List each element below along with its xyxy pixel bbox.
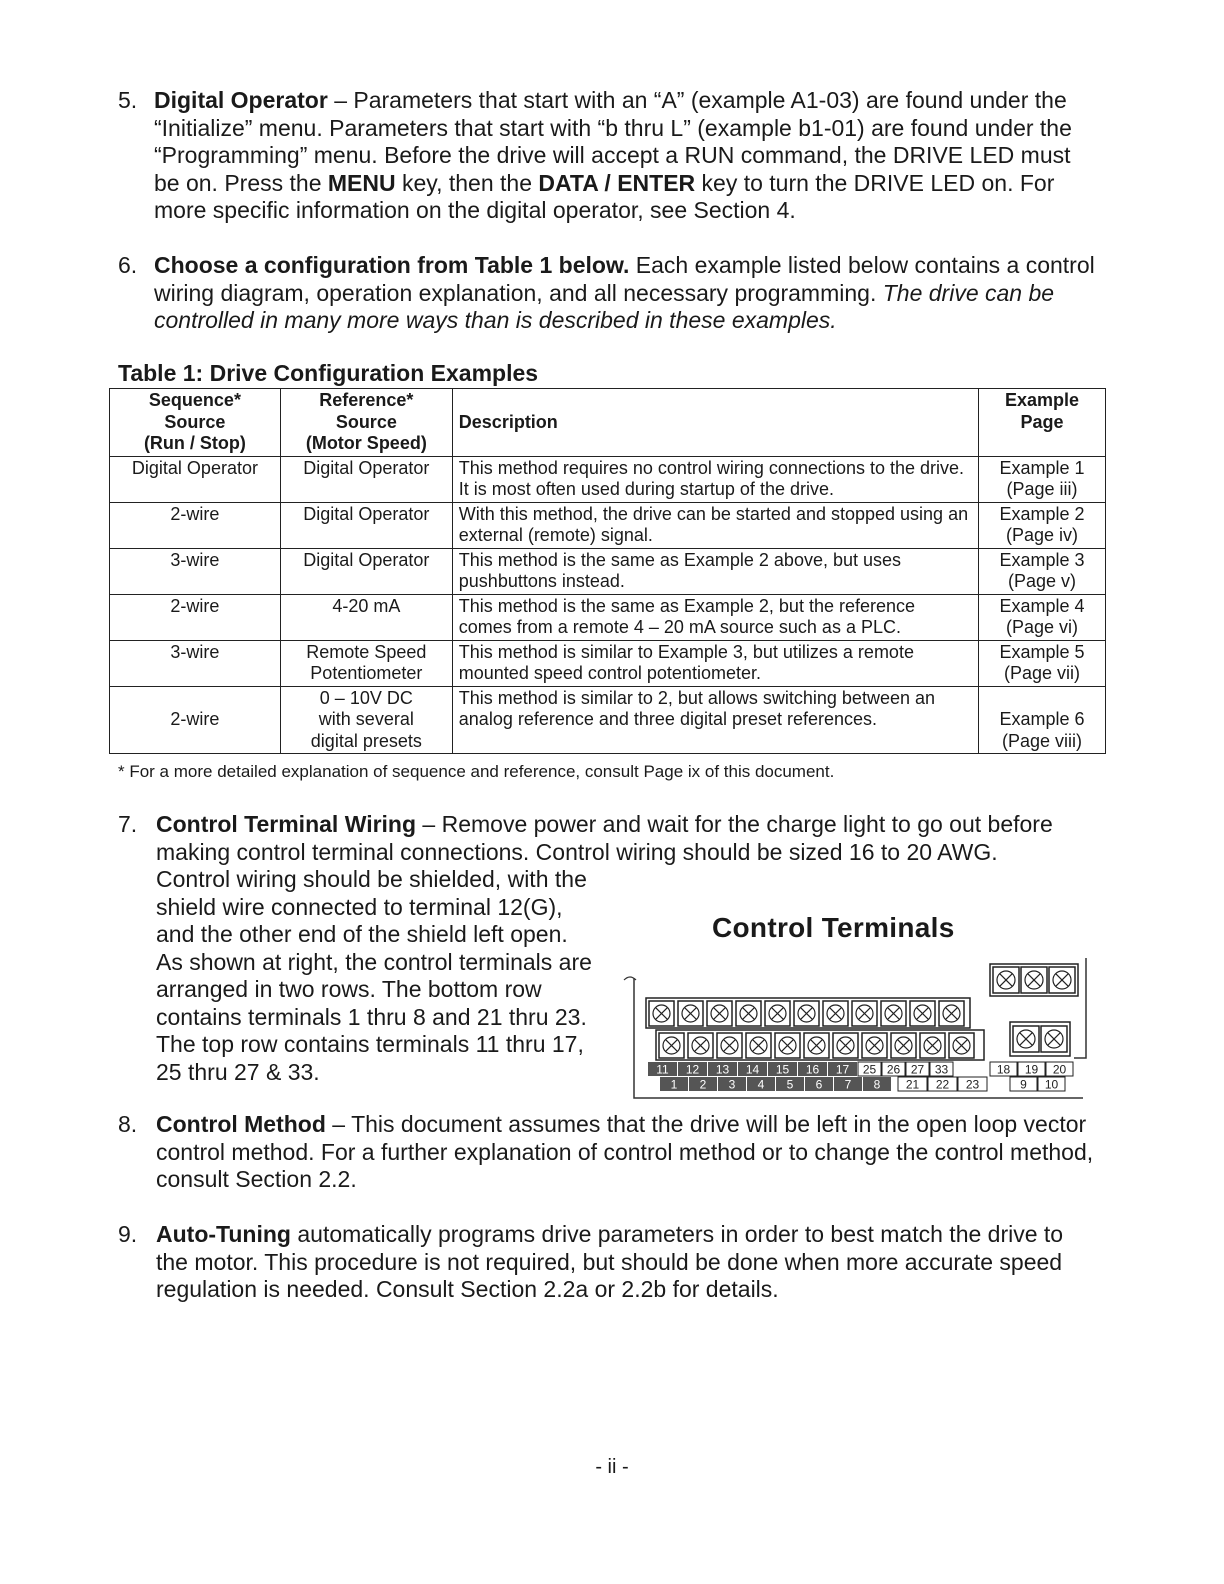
item-8-number: 8. [118, 1111, 138, 1137]
terminal-number: 23 [965, 1077, 980, 1092]
cell-sequence: 2-wire [110, 686, 281, 754]
item-6-body [154, 252, 1098, 335]
cell-reference-line: 0 – 10V DC [319, 687, 413, 708]
item-6 [118, 252, 1098, 335]
terminal-number: 9 [1020, 1077, 1027, 1092]
terminal-number: 14 [745, 1062, 760, 1077]
cell-example-page: (Page vi) [1006, 617, 1079, 637]
cell-example-page: (Page iv) [1006, 525, 1079, 545]
cell-reference-line: 4-20 mA [332, 595, 401, 616]
header-ref-line: (Motor Speed) [305, 433, 427, 453]
item-9-number: 9. [118, 1221, 138, 1247]
item-8-title: Control Method [156, 1111, 326, 1137]
page-number: - ii - [595, 1456, 629, 1478]
header-seq-line: (Run / Stop) [143, 433, 246, 453]
control-terminals-title: Control Terminals [712, 912, 955, 943]
cell-reference [280, 502, 452, 548]
cell-example [979, 502, 1106, 548]
cell-sequence: 2-wire [110, 502, 281, 548]
table-row [110, 548, 1106, 594]
cell-sequence: 3-wire [110, 548, 281, 594]
item-9-text-1: automatically programs drive parameters in order to best match the drive to the motor. This procedure is not required, but should be done when more accurate speed regulation is needed. Consult Section 2.2a or 2.2b for details. [156, 1221, 1064, 1302]
terminal-number: 8 [873, 1077, 881, 1092]
item-5-body [154, 87, 1098, 225]
cell-reference-line: with several [318, 709, 414, 729]
terminal-number: 22 [935, 1077, 950, 1092]
cell-reference [280, 594, 452, 640]
menu-key-label: MENU [327, 169, 396, 196]
cell-example-page: (Page vii) [1004, 663, 1081, 683]
terminal-number: 13 [715, 1062, 730, 1077]
terminal-number: 11 [656, 1062, 669, 1077]
terminal-number: 1 [670, 1077, 678, 1092]
cell-reference-line: Digital Operator [303, 503, 430, 524]
cell-reference-line: Digital Operator [303, 549, 430, 570]
cell-description: This method is similar to 2, but allows switching between an analog reference and three digital preset references. [452, 686, 978, 754]
table-footnote: * For a more detailed explanation of sequence and reference, consult Page ix of this document. [118, 762, 835, 781]
cell-reference-line: Potentiometer [310, 663, 423, 683]
terminal-number: 7 [844, 1077, 852, 1092]
cell-description: This method requires no control wiring connections to the drive. It is most often used during startup of the drive. [452, 456, 978, 502]
cell-example-page: (Page viii) [1002, 730, 1083, 751]
terminal-number: 18 [996, 1062, 1011, 1077]
cell-example [979, 640, 1106, 686]
data-enter-key-label: DATA / ENTER [538, 169, 696, 196]
item-6-number: 6. [118, 252, 138, 278]
item-9 [118, 1221, 1098, 1304]
cell-example [979, 686, 1106, 754]
cell-reference [280, 686, 452, 754]
cell-example-page: (Page v) [1008, 571, 1077, 591]
table-row [110, 686, 1106, 754]
table-caption: Table 1: Drive Configuration Examples [118, 360, 539, 386]
header-ex-line: Page [1020, 411, 1064, 432]
cell-reference [280, 456, 452, 502]
cell-example-line: Example 1 [999, 457, 1085, 478]
item-5 [118, 87, 1098, 225]
table-row [110, 456, 1106, 502]
cell-example-line: Example 5 [999, 641, 1085, 662]
control-terminals-diagram [618, 958, 1098, 1108]
item-8 [118, 1111, 1098, 1194]
header-seq-line: Source [164, 411, 226, 432]
cell-description: This method is the same as Example 2, but the reference comes from a remote 4 – 20 mA source such as a PLC. [452, 594, 978, 640]
item-6-text-1: Each example listed below contains a control wiring diagram, operation explanation, and all necessary programming. [154, 252, 1095, 306]
item-8-body [156, 1111, 1098, 1194]
item-5-text-3: key to turn the DRIVE LED on. For more specific information on the digital operator, see Section 4. [154, 169, 1055, 223]
cell-description: This method is similar to Example 3, but utilizes a remote mounted speed control potentiometer. [452, 640, 978, 686]
terminal-number: 12 [685, 1062, 700, 1077]
terminal-number: 21 [905, 1077, 920, 1092]
cell-reference-line: Digital Operator [303, 457, 430, 478]
cell-reference [280, 548, 452, 594]
cell-sequence: 3-wire [110, 640, 281, 686]
cell-example [979, 456, 1106, 502]
header-description: Description [452, 389, 978, 457]
terminal-number: 6 [815, 1077, 823, 1092]
terminal-housing-outline [1074, 958, 1086, 1058]
cell-sequence: Digital Operator [110, 456, 281, 502]
cell-example-page: (Page iii) [1006, 479, 1078, 499]
item-5-title: Digital Operator [154, 87, 328, 113]
item-5-text-1: – Parameters that start with an “A” (example A1-03) are found under the “Initialize” menu. Parameters that start with “b thru L” (example b1-01) are found under the “Programming” menu. Before the drive will accept a RUN command, the DRIVE LED must be on. Press the [154, 87, 1072, 196]
terminal-number: 3 [728, 1077, 736, 1092]
terminal-number: 15 [775, 1062, 790, 1077]
item-5-number: 5. [118, 87, 138, 113]
item-7-title: Control Terminal Wiring [156, 811, 417, 837]
table-row [110, 640, 1106, 686]
header-ex-line: Example [1005, 390, 1080, 410]
terminal-number: 16 [805, 1062, 820, 1077]
cell-description: This method is the same as Example 2 above, but uses pushbuttons instead. [452, 548, 978, 594]
table-row [110, 594, 1106, 640]
terminal-number: 33 [934, 1062, 949, 1077]
cell-reference-line: digital presets [310, 730, 422, 751]
header-ref-line: Source [335, 411, 397, 432]
cell-reference-line: Remote Speed [306, 641, 427, 662]
header-seq-line: Sequence* [148, 390, 241, 410]
terminal-number: 20 [1052, 1062, 1067, 1077]
terminal-number: 5 [786, 1077, 794, 1092]
header-ref-line: Reference* [319, 390, 414, 410]
item-5-text-2: key, then the [395, 169, 539, 196]
terminal-number: 4 [757, 1077, 765, 1092]
terminal-number: 27 [910, 1062, 925, 1077]
terminal-number: 26 [886, 1062, 901, 1077]
item-9-title: Auto-Tuning [156, 1221, 291, 1247]
header-sequence [110, 389, 281, 457]
item-7-text-2: Control wiring should be shielded, with the shield wire connected to terminal 12(G), and the other end of the shield left open. As shown at right, the control terminals are arranged in two rows. The bottom row contains terminals 1 thru 8 and 21 thru 23. The top row contains terminals 11 thru 17, 25 thru 27 & 33. [156, 866, 592, 1085]
terminal-number: 25 [862, 1062, 877, 1077]
item-6-italic-note: The drive can be controlled in many more ways than is described in these examples. [154, 279, 1055, 333]
item-7-number: 7. [118, 811, 138, 837]
cell-example-line: Example 6 [999, 709, 1085, 729]
header-reference [280, 389, 452, 457]
cell-example [979, 548, 1106, 594]
table-row [110, 502, 1106, 548]
item-7-text-1: – Remove power and wait for the charge light to go out before making control terminal connections. Control wiring should be sized 16 to 20 AWG. [156, 811, 1053, 865]
item-9-body [156, 1221, 1098, 1304]
cell-sequence: 2-wire [110, 594, 281, 640]
item-6-title: Choose a configuration from Table 1 below. [154, 252, 630, 278]
cell-example-line: Example 2 [999, 503, 1085, 524]
terminal-number: 17 [835, 1062, 850, 1077]
cell-example [979, 594, 1106, 640]
terminal-number: 19 [1024, 1062, 1039, 1077]
cell-example-line: Example 4 [999, 595, 1085, 616]
cell-description: With this method, the drive can be started and stopped using an external (remote) signal. [452, 502, 978, 548]
cell-reference [280, 640, 452, 686]
header-example-page [979, 389, 1106, 457]
terminal-number: 10 [1044, 1077, 1059, 1092]
config-table [109, 388, 1106, 754]
table-header-row [110, 389, 1106, 457]
terminal-number: 2 [699, 1077, 707, 1092]
item-8-text-1: – This document assumes that the drive will be left in the open loop vector control method. For a further explanation of control method or to change the control method, consult Section 2.2. [156, 1111, 1094, 1192]
cell-example-line: Example 3 [999, 549, 1085, 570]
